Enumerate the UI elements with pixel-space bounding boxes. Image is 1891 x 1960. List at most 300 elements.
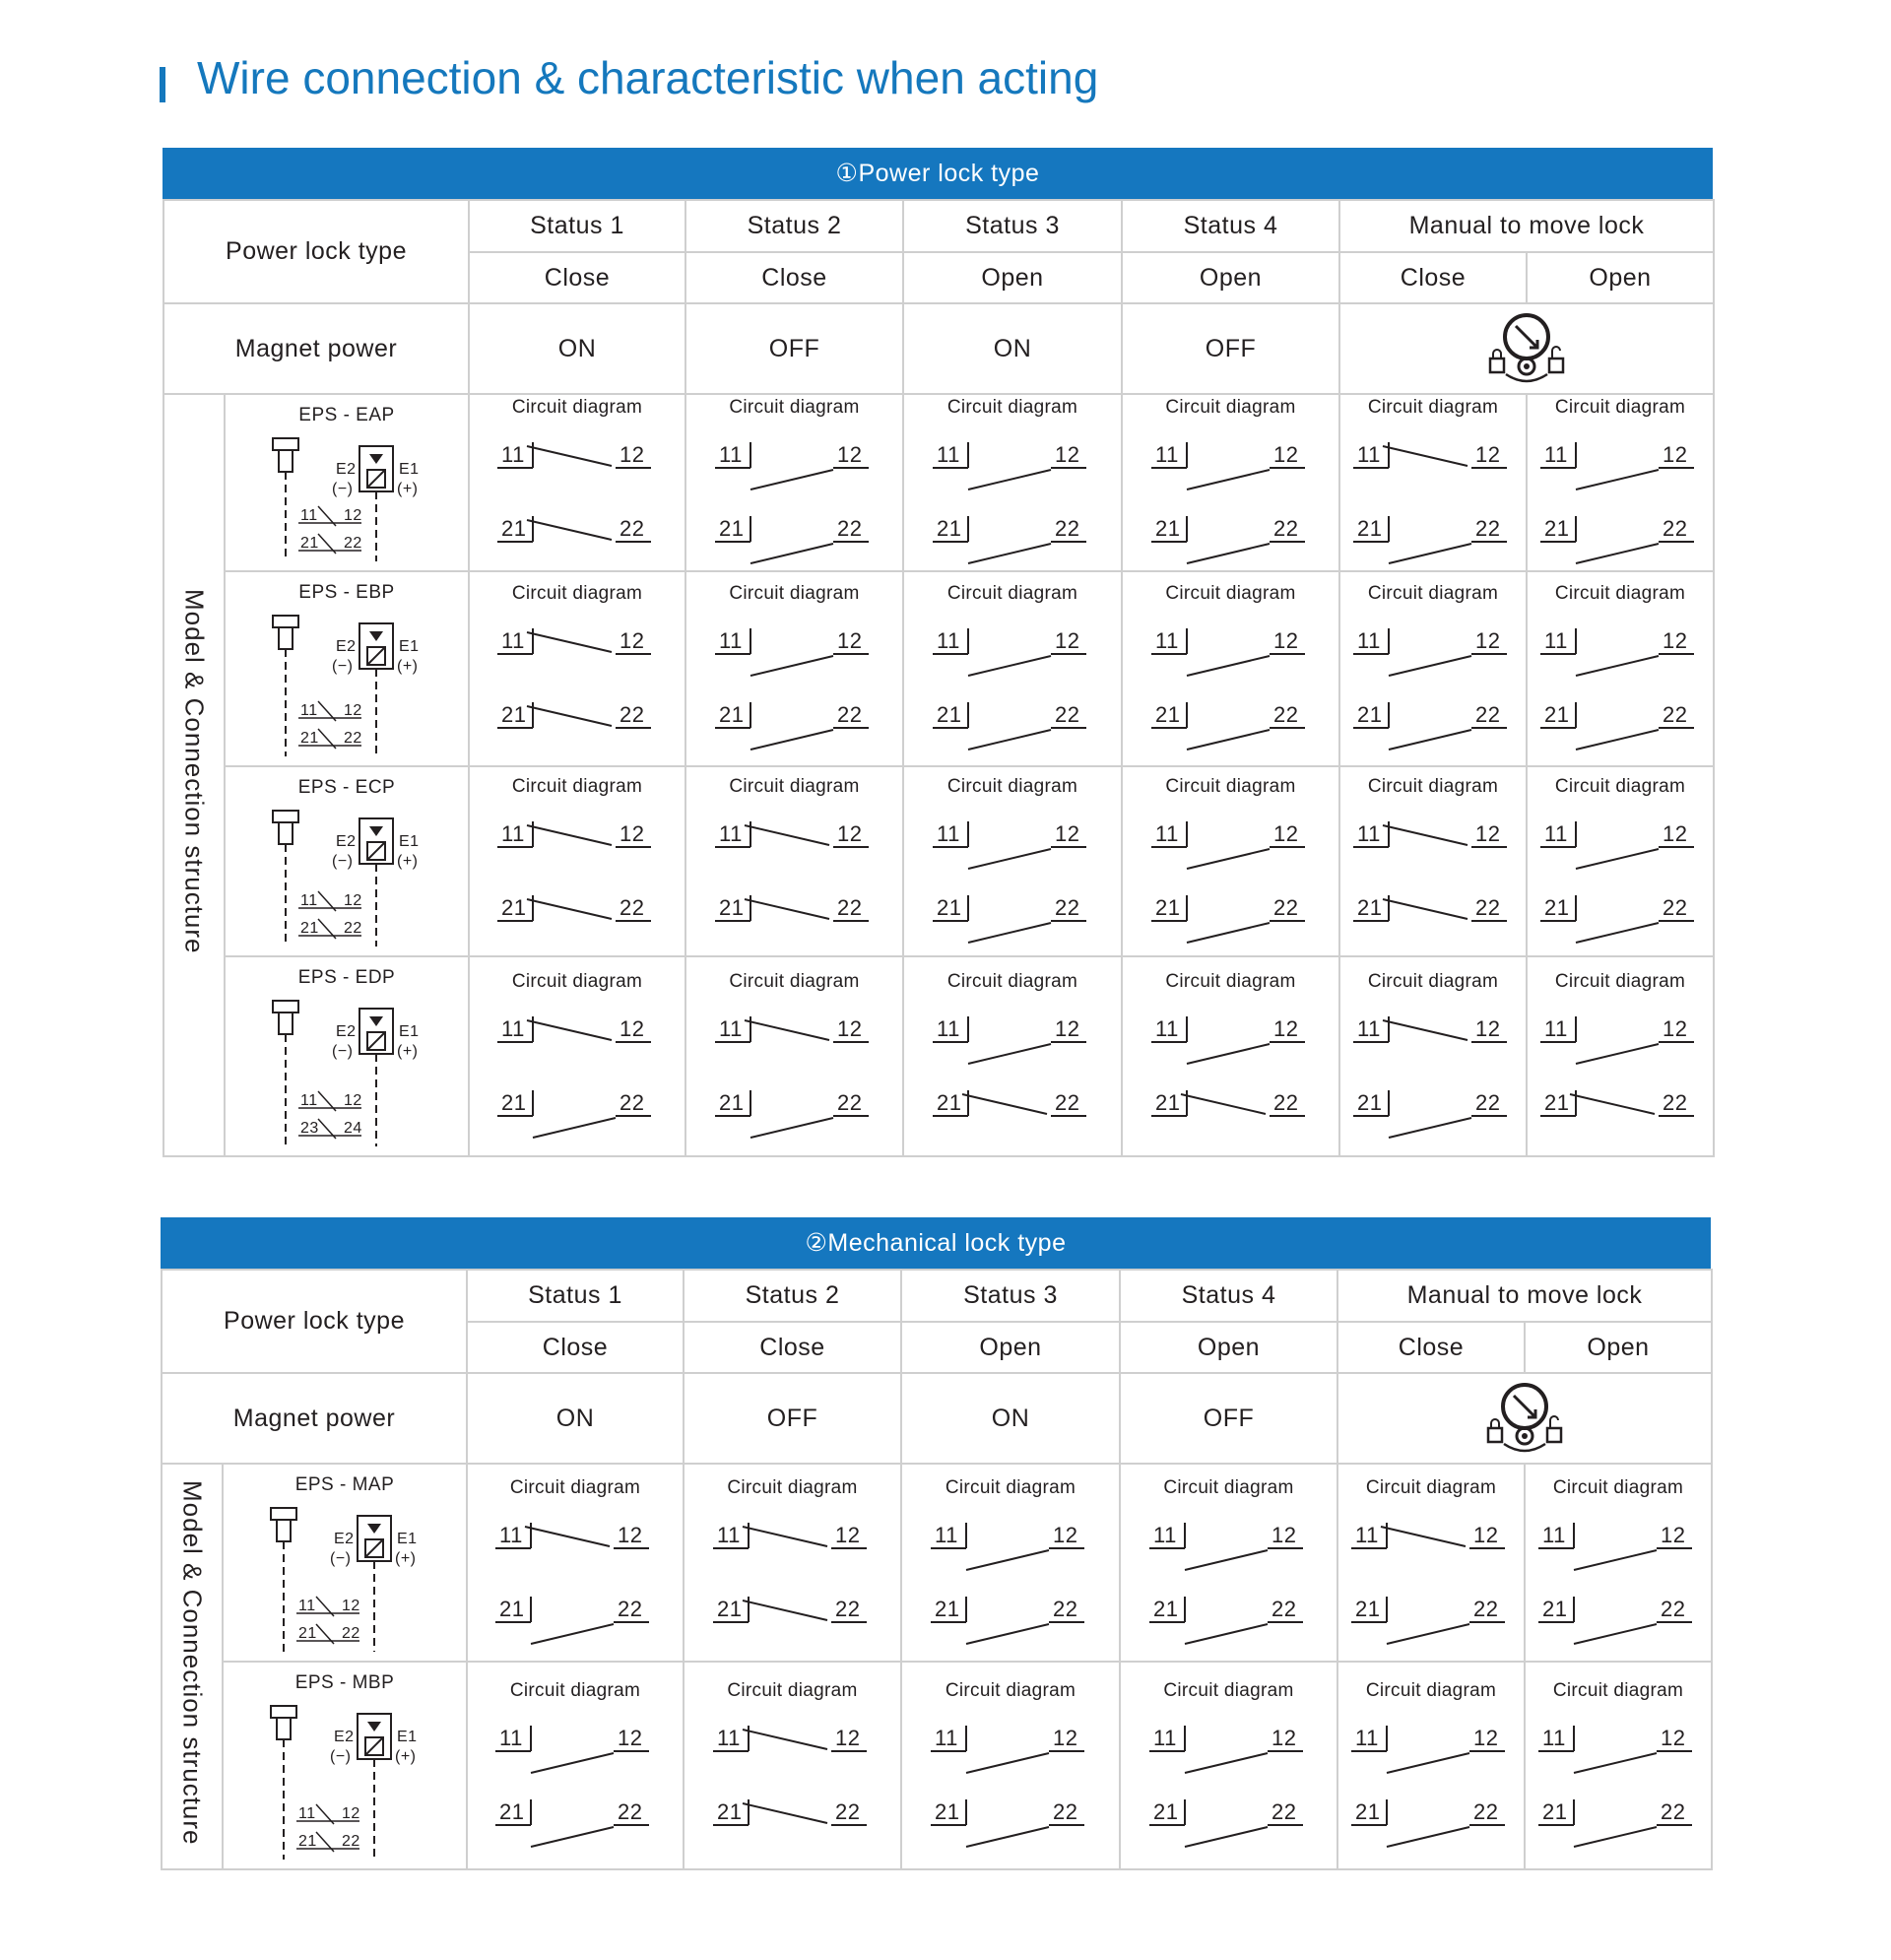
coil-terminal-e1: E1 (399, 1023, 420, 1040)
contact-open-blade (750, 544, 833, 563)
terminal-label: 12 (1272, 628, 1298, 653)
terminal-label: 22 (618, 1798, 643, 1824)
circuit-diagram-label: Circuit diagram (1365, 1679, 1497, 1701)
terminal-label: 12 (1053, 1725, 1078, 1750)
terminal-label: 21 (1355, 1596, 1381, 1621)
circuit-cell (684, 1662, 901, 1869)
contact-closed-blade (743, 1601, 827, 1620)
coil-sign-e2: (−) (330, 1748, 352, 1765)
terminal-label: 21 (716, 1798, 742, 1824)
coil-slash (367, 470, 385, 488)
actuator-key-icon (273, 811, 298, 844)
terminal-label: 12 (1661, 1522, 1686, 1547)
model-terminal-label: 12 (344, 1092, 362, 1109)
coil-sign-e1: (+) (397, 1043, 419, 1060)
terminal-label: 21 (1542, 1596, 1568, 1621)
manual-header: Manual to move lock (1339, 200, 1714, 252)
circuit-cell (1339, 956, 1527, 1156)
model-terminal-label: 21 (300, 730, 319, 747)
model-terminal-label: 12 (342, 1598, 360, 1614)
terminal-label: 22 (836, 702, 862, 727)
terminal-label: 11 (1355, 1725, 1379, 1750)
title-accent-bar (160, 67, 165, 102)
status-header: Status 1 (467, 1270, 684, 1322)
terminal-label: 22 (1663, 1089, 1688, 1115)
contact-open-blade (1187, 1044, 1270, 1064)
terminal-label: 22 (1055, 1089, 1080, 1115)
coil-sign-e2: (−) (332, 481, 354, 497)
model-schematic (231, 1498, 458, 1654)
circuit-diagram-svg (493, 800, 661, 947)
actuator-key-icon (273, 616, 298, 649)
contact-open-blade (1389, 730, 1471, 750)
terminal-label: 11 (1544, 820, 1568, 846)
circuit-cell (1337, 1464, 1525, 1662)
circuit-diagram-label: Circuit diagram (509, 1476, 641, 1498)
circuit-diagram (685, 1477, 900, 1649)
circuit-cell (1527, 571, 1714, 766)
gear-hub (1522, 1433, 1528, 1439)
circuit-diagram-svg (1534, 1704, 1702, 1852)
circuit-diagram-svg (927, 1501, 1094, 1649)
model-name: EPS - EAP (298, 405, 395, 425)
terminal-label: 21 (501, 702, 527, 727)
circuit-cell (469, 956, 685, 1156)
status-header: Status 4 (1120, 1270, 1337, 1322)
terminal-label: 22 (836, 516, 862, 541)
circuit-diagram-svg (711, 995, 879, 1143)
circuit-diagram-label: Circuit diagram (1554, 775, 1686, 797)
circuit-diagram (686, 971, 902, 1143)
state-cell: Close (685, 252, 903, 303)
contact-closed-blade (527, 706, 612, 726)
status-header: Status 1 (469, 200, 685, 252)
circuit-cell (1527, 394, 1714, 571)
terminal-label: 12 (618, 1522, 643, 1547)
contact-open-blade (1387, 1624, 1469, 1644)
model-terminal-label: 21 (298, 1833, 317, 1850)
contact-open-blade (1187, 730, 1270, 750)
coil-terminal-e1: E1 (399, 833, 420, 850)
terminal-label: 21 (501, 1089, 527, 1115)
contact-open-blade (1187, 656, 1270, 676)
dial-arrow (1516, 326, 1537, 348)
terminal-label: 21 (501, 894, 527, 920)
model-cell (225, 394, 469, 571)
terminal-label: 11 (501, 820, 525, 846)
terminal-label: 21 (1357, 1089, 1383, 1115)
gear-hub (1524, 363, 1530, 369)
circuit-diagram-label: Circuit diagram (945, 1476, 1076, 1498)
circuit-cell (903, 766, 1122, 956)
contact-closed-blade (527, 520, 612, 540)
diode-icon (367, 1722, 381, 1731)
circuit-diagram (1121, 1477, 1337, 1649)
terminal-label: 12 (836, 442, 862, 467)
circuit-diagram-label: Circuit diagram (511, 397, 643, 418)
terminal-label: 11 (937, 820, 960, 846)
circuit-diagram-label: Circuit diagram (1554, 397, 1686, 418)
circuit-diagram (686, 397, 902, 568)
coil-slash (365, 1539, 383, 1557)
terminal-label: 22 (619, 702, 645, 727)
contact-open-blade (531, 1827, 614, 1847)
terminal-label: 22 (1055, 894, 1080, 920)
terminal-label: 22 (1272, 1089, 1298, 1115)
terminal-label: 12 (1271, 1522, 1296, 1547)
contact-closed-blade (1381, 1527, 1466, 1546)
model-cell (225, 766, 469, 956)
padlock-open-body (1549, 359, 1563, 372)
circuit-diagram-svg (491, 1501, 659, 1649)
circuit-diagram-label: Circuit diagram (945, 1679, 1076, 1701)
circuit-diagram-svg (493, 995, 661, 1143)
terminal-label: 11 (937, 628, 960, 653)
circuit-cell (901, 1662, 1120, 1869)
padlock-closed-body (1490, 359, 1504, 372)
contact-open-blade (1574, 1827, 1657, 1847)
circuit-cell (469, 394, 685, 571)
terminal-label: 21 (937, 894, 962, 920)
model-terminal-label: 21 (300, 920, 319, 937)
model-terminal-label: 22 (344, 535, 362, 552)
terminal-label: 12 (1663, 628, 1688, 653)
terminal-label: 22 (1475, 516, 1501, 541)
coil-slash (365, 1737, 383, 1755)
model-terminal-label: 12 (342, 1805, 360, 1822)
contact-open-blade (1574, 1624, 1657, 1644)
terminal-label: 11 (501, 628, 525, 653)
circuit-diagram-svg (711, 607, 879, 754)
padlock-closed-shackle (1493, 350, 1501, 359)
contact-open-blade (1576, 656, 1659, 676)
diode-icon (369, 826, 383, 836)
magnet-header: Magnet power (162, 1373, 467, 1464)
contact-open-blade (968, 470, 1051, 490)
terminal-label: 21 (937, 1089, 962, 1115)
contact-open-blade (533, 1118, 616, 1138)
circuit-diagram (904, 397, 1121, 568)
model-terminal-label: 11 (298, 1805, 316, 1822)
terminal-label: 22 (1053, 1596, 1078, 1621)
circuit-diagram (902, 1477, 1119, 1649)
mechanical-lock-table (161, 1269, 1713, 1870)
circuit-diagram (1528, 583, 1713, 754)
coil-terminal-e2: E2 (336, 833, 357, 850)
model-terminal-label: 12 (344, 702, 362, 719)
circuit-cell (1122, 766, 1339, 956)
coil-terminal-e2: E2 (336, 1023, 357, 1040)
circuit-diagram-label: Circuit diagram (946, 583, 1078, 604)
coil-slash (367, 647, 385, 665)
terminal-label: 11 (1154, 1015, 1179, 1041)
circuit-diagram-label: Circuit diagram (727, 1476, 858, 1498)
circuit-diagram-label: Circuit diagram (1163, 1476, 1294, 1498)
contact-open-blade (1389, 656, 1471, 676)
model-terminal-label: 22 (342, 1625, 360, 1642)
magnet-cell: OFF (684, 1373, 901, 1464)
circuit-diagram-svg (1536, 421, 1704, 568)
circuit-diagram-label: Circuit diagram (1165, 583, 1296, 604)
state-cell: Open (1122, 252, 1339, 303)
terminal-label: 22 (1663, 894, 1688, 920)
circuit-diagram (1121, 1680, 1337, 1852)
contact-open-blade (968, 730, 1051, 750)
power-lock-table (163, 199, 1715, 1157)
circuit-diagram (1123, 971, 1338, 1143)
circuit-diagram-label: Circuit diagram (729, 397, 860, 418)
state-cell: Open (1527, 252, 1714, 303)
circuit-diagram (904, 971, 1121, 1143)
side-label-cell (162, 1464, 223, 1869)
circuit-diagram-svg (1534, 1501, 1702, 1649)
model-cell (223, 1464, 467, 1662)
state-cell: Close (1337, 1322, 1525, 1373)
circuit-cell (467, 1662, 684, 1869)
terminal-label: 22 (1663, 516, 1688, 541)
circuit-diagram-label: Circuit diagram (1554, 583, 1686, 604)
contact-open-blade (1389, 544, 1471, 563)
side-label: Model & Connection structure (177, 1480, 208, 1846)
manual-icon-cell (1337, 1373, 1712, 1464)
status-header: Status 2 (685, 200, 903, 252)
contact-closed-blade (527, 899, 612, 919)
coil-slash (367, 842, 385, 860)
terminal-label: 22 (1271, 1798, 1296, 1824)
contact-open-blade (1576, 1044, 1659, 1064)
circuit-diagram-svg (491, 1704, 659, 1852)
status-header: Status 2 (684, 1270, 901, 1322)
circuit-diagram-svg (1536, 800, 1704, 947)
terminal-label: 21 (1544, 702, 1570, 727)
circuit-diagram-svg (929, 607, 1096, 754)
terminal-label: 21 (1355, 1798, 1381, 1824)
terminal-label: 11 (718, 820, 743, 846)
model-cell (225, 956, 469, 1156)
circuit-cell (1122, 394, 1339, 571)
terminal-label: 22 (619, 1089, 645, 1115)
model-cell (225, 571, 469, 766)
circuit-diagram-svg (927, 1704, 1094, 1852)
padlock-open-shackle (1550, 1416, 1558, 1428)
magnet-cell: ON (467, 1373, 684, 1464)
coil-terminal-e1: E1 (399, 638, 420, 655)
terminal-label: 11 (937, 442, 960, 467)
circuit-cell (469, 766, 685, 956)
contact-open-blade (966, 1753, 1049, 1773)
model-schematic (231, 1696, 458, 1862)
coil-sign-e2: (−) (332, 853, 354, 870)
contact-open-blade (1187, 470, 1270, 490)
terminal-label: 11 (718, 1015, 743, 1041)
circuit-diagram-label: Circuit diagram (1367, 583, 1499, 604)
terminal-label: 21 (499, 1596, 525, 1621)
section-heading: ②Mechanical lock type (161, 1217, 1711, 1269)
contact-closed-blade (525, 1527, 610, 1546)
circuit-diagram-label: Circuit diagram (1165, 775, 1296, 797)
circuit-diagram (1123, 776, 1338, 947)
circuit-cell (1337, 1662, 1525, 1869)
contact-open-blade (968, 544, 1051, 563)
terminal-label: 22 (1271, 1596, 1296, 1621)
circuit-diagram-label: Circuit diagram (1552, 1476, 1684, 1498)
terminal-label: 22 (1272, 516, 1298, 541)
contact-open-blade (750, 656, 833, 676)
contact-closed-blade (527, 825, 612, 845)
circuit-diagram (1526, 1680, 1711, 1852)
terminal-label: 21 (937, 516, 962, 541)
circuit-cell (685, 766, 903, 956)
state-cell: Close (1339, 252, 1527, 303)
coil-terminal-e2: E2 (336, 461, 357, 478)
model-schematic (233, 801, 460, 948)
circuit-diagram-label: Circuit diagram (946, 775, 1078, 797)
terminal-label: 12 (1663, 820, 1688, 846)
model-terminal-label: 22 (342, 1833, 360, 1850)
row-header: Power lock type (162, 1270, 467, 1373)
circuit-diagram-svg (1147, 421, 1315, 568)
model-terminal-label: 11 (298, 1598, 316, 1614)
actuator-key-icon (271, 1706, 296, 1739)
diode-icon (369, 631, 383, 641)
contact-open-blade (1389, 1118, 1471, 1138)
circuit-diagram (1338, 1477, 1524, 1649)
circuit-cell (1339, 766, 1527, 956)
magnet-header: Magnet power (163, 303, 469, 394)
terminal-label: 12 (619, 442, 645, 467)
terminal-label: 11 (1357, 628, 1381, 653)
state-cell: Open (903, 252, 1122, 303)
circuit-diagram (686, 583, 902, 754)
contact-closed-blade (527, 632, 612, 652)
circuit-diagram (470, 971, 685, 1143)
terminal-label: 22 (1053, 1798, 1078, 1824)
circuit-cell (684, 1464, 901, 1662)
circuit-diagram-svg (1347, 1501, 1515, 1649)
circuit-diagram-svg (1349, 421, 1517, 568)
page-title: Wire connection & characteristic when acting (197, 52, 1099, 103)
coil-terminal-e2: E2 (334, 1531, 355, 1547)
terminal-label: 22 (619, 516, 645, 541)
terminal-label: 11 (499, 1522, 523, 1547)
circuit-cell (685, 956, 903, 1156)
circuit-diagram-label: Circuit diagram (511, 970, 643, 992)
terminal-label: 21 (499, 1798, 525, 1824)
circuit-diagram (686, 776, 902, 947)
terminal-label: 11 (1357, 820, 1381, 846)
circuit-cell (685, 571, 903, 766)
terminal-label: 21 (1544, 516, 1570, 541)
circuit-cell (469, 571, 685, 766)
contact-closed-blade (743, 1730, 827, 1749)
contact-open-blade (1185, 1827, 1268, 1847)
terminal-label: 11 (1152, 1725, 1177, 1750)
state-cell: Open (1120, 1322, 1337, 1373)
terminal-label: 22 (1473, 1596, 1499, 1621)
circuit-diagram-label: Circuit diagram (727, 1679, 858, 1701)
model-terminal-label: 23 (300, 1120, 319, 1137)
terminal-label: 21 (1357, 894, 1383, 920)
circuit-diagram-svg (929, 800, 1096, 947)
terminal-label: 11 (937, 1015, 960, 1041)
terminal-label: 11 (1154, 442, 1179, 467)
terminal-label: 11 (1544, 442, 1568, 467)
circuit-diagram (904, 776, 1121, 947)
terminal-label: 12 (1053, 1522, 1078, 1547)
magnet-cell: ON (901, 1373, 1120, 1464)
circuit-diagram-svg (1349, 800, 1517, 947)
padlock-open-shackle (1552, 347, 1560, 359)
coil-sign-e1: (+) (397, 658, 419, 675)
terminal-label: 21 (1152, 1596, 1178, 1621)
circuit-cell (1122, 956, 1339, 1156)
terminal-label: 21 (501, 516, 527, 541)
terminal-label: 11 (1154, 820, 1179, 846)
terminal-label: 11 (718, 628, 743, 653)
contact-open-blade (750, 730, 833, 750)
contact-closed-blade (527, 446, 612, 466)
terminal-label: 12 (1661, 1725, 1686, 1750)
circuit-diagram-label: Circuit diagram (1163, 1679, 1294, 1701)
contact-closed-blade (1383, 899, 1467, 919)
coil-slash (367, 1032, 385, 1050)
contact-open-blade (1185, 1753, 1268, 1773)
circuit-cell (901, 1464, 1120, 1662)
circuit-diagram-svg (1536, 995, 1704, 1143)
terminal-label: 21 (1357, 702, 1383, 727)
terminal-label: 21 (1542, 1798, 1568, 1824)
contact-open-blade (1387, 1827, 1469, 1847)
circuit-diagram (1340, 397, 1526, 568)
circuit-diagram (1340, 971, 1526, 1143)
contact-open-blade (968, 656, 1051, 676)
contact-closed-blade (1383, 1020, 1467, 1040)
terminal-label: 11 (1152, 1522, 1177, 1547)
model-terminal-label: 12 (344, 892, 362, 909)
contact-closed-blade (743, 1803, 827, 1823)
contact-closed-blade (745, 899, 829, 919)
model-terminal-label: 12 (344, 507, 362, 524)
contact-open-blade (1574, 1550, 1657, 1570)
terminal-label: 21 (935, 1596, 960, 1621)
actuator-key-icon (273, 1001, 298, 1034)
padlock-closed-shackle (1491, 1419, 1499, 1428)
terminal-label: 11 (718, 442, 743, 467)
terminal-label: 22 (1475, 702, 1501, 727)
coil-sign-e1: (+) (397, 481, 419, 497)
model-schematic (233, 606, 460, 758)
circuit-cell (1527, 956, 1714, 1156)
side-label: Model & Connection structure (179, 589, 210, 954)
contact-open-blade (1576, 849, 1659, 869)
section-heading: ①Power lock type (163, 148, 1713, 199)
manual-icon-cell (1339, 303, 1714, 394)
circuit-diagram-label: Circuit diagram (1367, 397, 1499, 418)
contact-open-blade (1576, 730, 1659, 750)
status-header: Status 3 (903, 200, 1122, 252)
model-name: EPS - EDP (297, 967, 396, 988)
terminal-label: 22 (1475, 1089, 1501, 1115)
circuit-diagram (470, 583, 685, 754)
circuit-diagram-svg (929, 421, 1096, 568)
manual-unlock-icon (1482, 309, 1571, 388)
terminal-label: 11 (1357, 442, 1381, 467)
terminal-label: 11 (1542, 1522, 1566, 1547)
contact-open-blade (1187, 544, 1270, 563)
terminal-label: 12 (1663, 442, 1688, 467)
coil-sign-e2: (−) (332, 658, 354, 675)
state-cell: Close (684, 1322, 901, 1373)
